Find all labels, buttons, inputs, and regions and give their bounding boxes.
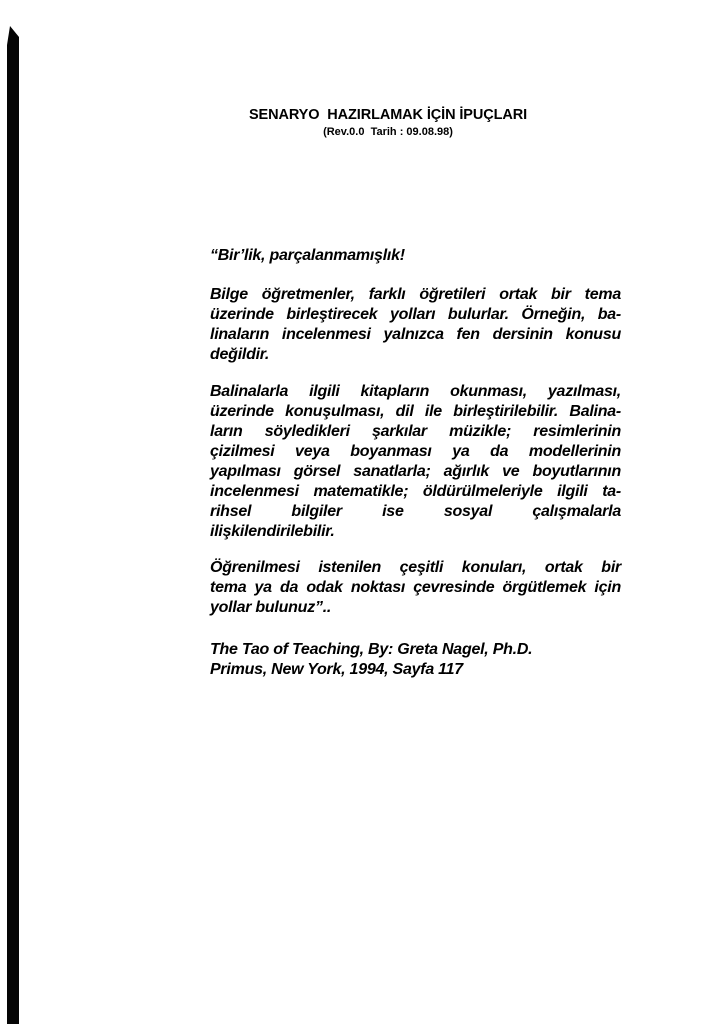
text-line: üzerinde konuşulması, dil ile birleştirilebilir. Balina- [210,403,621,420]
text-line: incelenmesi matematikle; öldürülmeleriyle ilgili ta- [210,483,621,500]
page-title: SENARYO HAZIRLAMAK İÇİN İPUÇLARI [248,107,528,123]
paragraph-quote-opening [210,246,621,266]
text-line: Bilge öğretmenler, farklı öğretileri ortak bir tema [210,286,621,303]
text-line: ilişkilendirilebilir. [210,523,335,540]
text-line: ların söyledikleri şarkılar müzikle; resimlerinin [210,423,621,440]
text-line: yollar bulunuz”.. [210,599,332,616]
text-line: linaların incelenmesi yalnızca fen dersinin konusu [210,326,621,343]
text-line: Balinalarla ilgili kitapların okunması, yazılması, [210,383,621,400]
text-line: Öğrenilmesi istenilen çeşitli konuları, ortak bir [210,559,621,576]
text-line: “Bir’lik, parçalanmamışlık! [210,247,405,264]
citation-line: Primus, New York, 1994, Sayfa 117 [210,661,463,678]
citation-line: The Tao of Teaching, By: Greta Nagel, Ph.D. [210,641,533,658]
text-line: rihsel bilgiler ise sosyal çalışmalarla [210,503,621,520]
citation-source [210,640,621,680]
text-line: üzerinde birleştirecek yolları bulurlar. Örneğin, ba- [210,306,621,323]
text-line: değildir. [210,346,270,363]
document-header [0,106,724,139]
text-line: çizilmesi veya boyanması ya da modellerinin [210,443,621,460]
paragraph-find-ways [210,558,621,618]
revision-date-subtitle: (Rev.0.0 Tarih : 09.08.98) [323,126,453,138]
scan-artifact-bar [7,26,19,1024]
document-body [210,246,621,680]
text-line: yapılması görsel sanatlarla; ağırlık ve boyutlarının [210,463,621,480]
paragraph-whales-subjects [210,382,621,542]
paragraph-wise-teachers [210,285,621,365]
text-line: tema ya da odak noktası çevresinde örgütlemek için [210,579,621,596]
